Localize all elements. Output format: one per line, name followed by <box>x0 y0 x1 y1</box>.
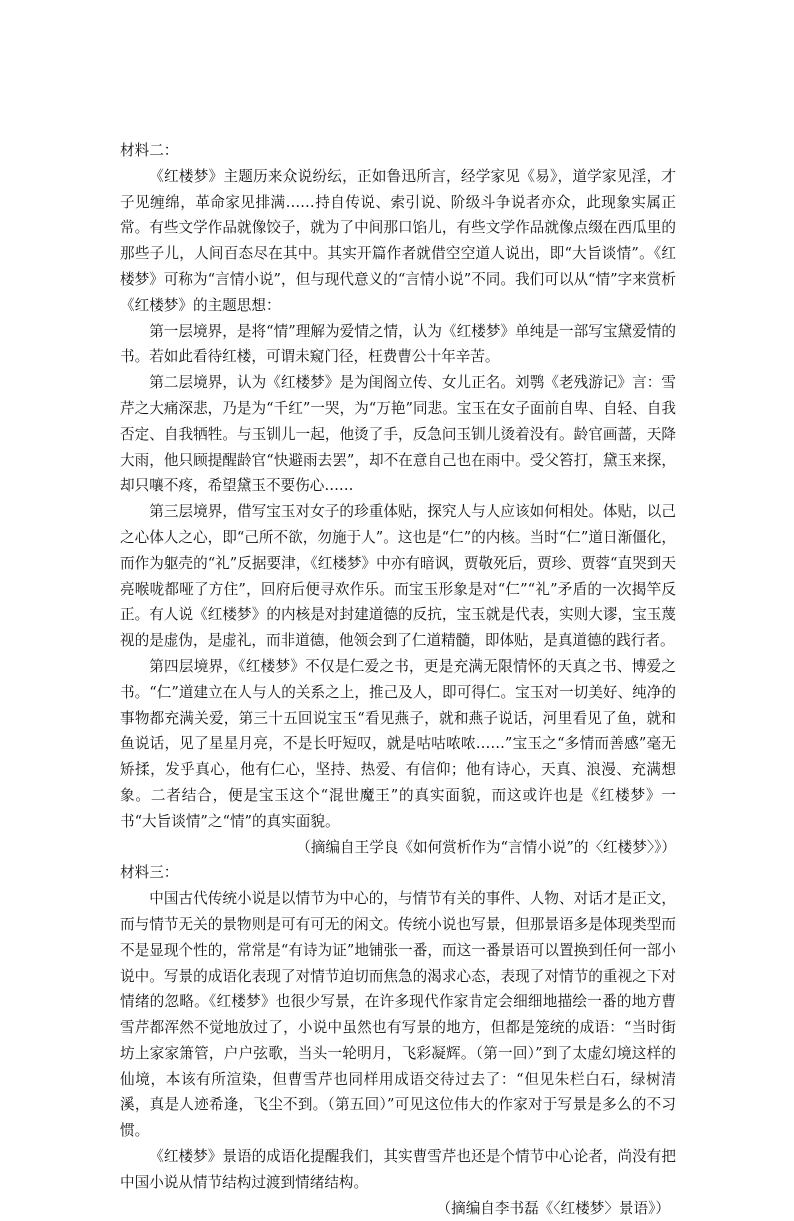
document-page <box>120 138 676 1221</box>
material-3-source: （摘编自李书磊《〈红楼梦〉景语》） <box>436 1199 670 1217</box>
material-2-paragraph: 第四层境界，《红楼梦》不仅是仁爱之书，更是充满无限情怀的天真之书、博爱之书。“仁”道建立在人与人的关系之上，推己及人，即可得仁。宝玉对一切美好、纯净的事物都充满关爱，第三十五回说宝玉“看见燕子，就和燕子说话，河里看见了鱼，就和鱼说话，见了星星月亮，不是长吁短叹，就是咕咕哝哝……”宝玉之“多情而善感”毫无矫揉，发乎真心，他有仁心，坚持、热爱、有信仰；他有诗心，天真、浪漫、充满想象。二者结合，便是宝玉这个“混世魔王”的真实面貌，而这或许也是《红楼梦》一书“大旨谈情”之“情”的真实面貌。 <box>120 657 676 830</box>
material-2-paragraph: 第三层境界，借写宝玉对女子的珍重体贴，探究人与人应该如何相处。体贴，以己之心体人之心，即“己所不欲，勿施于人”。这也是“仁”的内核。当时“仁”道日渐僵化，而作为躯壳的“礼”反据要津，《红楼梦》中亦有暗讽，贾敬死后，贾珍、贾蓉“直哭到天亮喉咙都哑了方住”，回府后便寻欢作乐。而宝玉形象是对“仁”“礼”矛盾的一次揭竿反正。有人说《红楼梦》的内核是对封建道德的反抗，宝玉就是代表，实则大谬，宝玉蔑视的是虚伪，是虚礼，而非道德，他领会到了仁道精髓，即体贴，是真道德的践行者。 <box>120 503 676 650</box>
material-2-source: （摘编自王学良《如何赏析作为“言情小说”的〈红楼梦〉》） <box>296 838 676 856</box>
material-2-paragraph: 《红楼梦》主题历来众说纷纭，正如鲁迅所言，经学家见《易》，道学家见淫，才子见缠绵，革命家见排满……持自传说、索引说、阶级斗争说者亦众，此现象实属正常。有些文学作品就像饺子，就为了中间那口馅儿，有些文学作品就像点缀在西瓜里的那些子儿，人间百态尽在其中。其实开篇作者就借空空道人说出，即“大旨谈情”。《红楼梦》可称为“言情小说”，但与现代意义的“言情小说”不同。我们可以从“情”字来赏析《红楼梦》的主题思想： <box>120 167 676 314</box>
material-3-paragraph: 中国古代传统小说是以情节为中心的，与情节有关的事件、人物、对话才是正文，而与情节无关的景物则是可有可无的闲文。传统小说也写景，但那景语多是体现类型而不是显现个性的，常常是“有诗为证”地铺张一番，而这一番景语可以置换到任何一部小说中。写景的成语化表现了对情节迫切而焦急的渴求心态，表现了对情节的重视之下对情绪的忽略。《红楼梦》也很少写景，在许多现代作家肯定会细细地描绘一番的地方曹雪芹都浑然不觉地放过了，小说中虽然也有写景的地方，但都是笼统的成语：“当时街坊上家家箫管，户户弦歌，当头一轮明月，飞彩凝辉。（第一回）”到了太虚幻境这样的仙境，本该有所渲染，但曹雪芹也同样用成语交待过去了：“但见朱栏白石，绿树清溪，真是人迹希逢，飞尘不到。（第五回）”可见这位伟大的作家对于写景是多么的不习惯。 <box>120 890 676 1140</box>
material-2-paragraph: 第二层境界，认为《红楼梦》是为闺阁立传、女儿正名。刘鹗《老残游记》言：雪芹之大痛深悲，乃是为“千红”一哭，为“万艳”同悲。宝玉在女子面前自卑、自轻、自我否定、自我牺牲。与玉钏儿一起，他烫了手，反急问玉钏儿烫着没有。龄官画蔷，天降大雨，他只顾提醒龄官“快避雨去罢”，却不在意自己也在雨中。受父笞打，黛玉来探，却只嚷不疼，希望黛玉不要伤心…… <box>120 374 676 495</box>
material-3-label: 材料三： <box>120 864 179 882</box>
material-3-paragraph: 《红楼梦》景语的成语化提醒我们，其实曹雪芹也还是个情节中心论者，尚没有把中国小说从情节结构过渡到情绪结构。 <box>120 1148 676 1191</box>
material-2-label: 材料二： <box>120 142 179 159</box>
material-2-paragraph: 第一层境界，是将“情”理解为爱情之情，认为《红楼梦》单纯是一部写宝黛爱情的书。若如此看待红楼，可谓未窥门径，枉费曹公十年辛苦。 <box>120 322 676 366</box>
